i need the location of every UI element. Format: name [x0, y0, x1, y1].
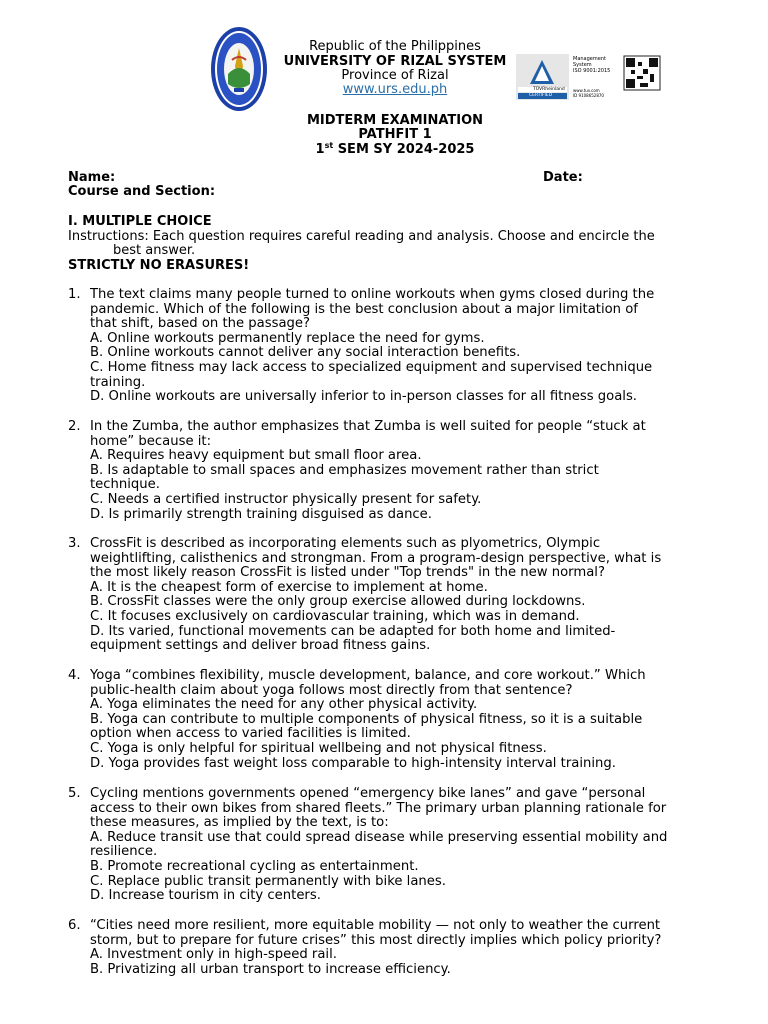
- question-text: “Cities need more resilient, more equitable mobility — not only to weather the current: [90, 918, 661, 933]
- answer-option-d-cont: equipment settings and deliver broad fitness gains.: [90, 638, 431, 654]
- question-2: [68, 420, 748, 522]
- instructions-line1: Instructions: Each question requires careful reading and analysis. Choose and encircle the: [68, 229, 655, 244]
- answer-option-b-cont: option when access to varied facilities is limited.: [90, 726, 411, 742]
- question-number: 2.: [68, 419, 81, 434]
- province-text: Province of Rizal: [341, 68, 449, 83]
- cert-badge-text: CERTIFIED: [529, 93, 553, 98]
- answer-option-c: C. Home fitness may lack access to specialized equipment and supervised technique: [90, 359, 653, 375]
- question-text: home” because it:: [90, 433, 212, 449]
- exam-subject: PATHFIT 1: [358, 127, 432, 142]
- date-field-label: Date:: [543, 170, 583, 185]
- question-text: public-health claim about yoga follows most directly from that sentence?: [90, 682, 573, 698]
- answer-option-b: B. Yoga can contribute to multiple components of physical fitness, so it is a suitable: [90, 711, 643, 727]
- question-text: these measures, as implied by the text, is to:: [90, 815, 389, 831]
- question-number: 6.: [68, 918, 81, 933]
- website-link[interactable]: www.urs.edu.ph: [342, 82, 448, 97]
- question-number: 4.: [68, 668, 81, 683]
- instructions-line2: best answer.: [113, 243, 196, 258]
- answer-option-b: B. Is adaptable to small spaces and emphasizes movement rather than strict: [90, 462, 599, 478]
- answer-option-c: C. Replace public transit permanently with bike lanes.: [90, 873, 446, 889]
- cert-line2: System: [573, 62, 592, 68]
- answer-option-d: D. Increase tourism in city centers.: [90, 888, 321, 904]
- answer-option-b: B. Promote recreational cycling as entertainment.: [90, 858, 419, 874]
- cert-line4: www.tuv.com: [573, 88, 600, 93]
- answer-option-d: D. Yoga provides fast weight loss comparable to high-intensity interval training.: [90, 755, 616, 771]
- question-number: 1.: [68, 287, 81, 302]
- answer-option-b-cont: technique.: [90, 477, 160, 493]
- question-text: In the Zumba, the author emphasizes that Zumba is well suited for people “stuck at: [90, 419, 646, 434]
- question-text: storm, but to prepare for future crises” this most directly implies which policy priority?: [90, 932, 662, 948]
- exam-title: MIDTERM EXAMINATION: [306, 113, 484, 128]
- answer-option-a-cont: resilience.: [90, 844, 158, 860]
- answer-option-d: D. Is primarily strength training disguised as dance.: [90, 506, 432, 522]
- question-number: 3.: [68, 536, 81, 551]
- cert-brand: TÜVRheinland: [533, 87, 565, 92]
- cert-line5: ID 9108652870: [573, 93, 604, 98]
- name-field-label: Name:: [68, 170, 116, 185]
- answer-option-d: D. Its varied, functional movements can be adapted for both home and limited-: [90, 623, 616, 639]
- question-text: CrossFit is described as incorporating elements such as plyometrics, Olympic: [90, 536, 601, 551]
- question-text: access to their own bikes from shared fleets.” The primary urban planning rationale for: [90, 800, 667, 816]
- question-6: [68, 919, 748, 977]
- section-heading: I. MULTIPLE CHOICE: [68, 214, 212, 229]
- answer-option-a: A. Reduce transit use that could spread disease while preserving essential mobility and: [90, 829, 668, 845]
- answer-option-c: C. Needs a certified instructor physically present for safety.: [90, 491, 482, 507]
- exam-semester: 1st SEM SY 2024-2025: [315, 141, 475, 157]
- no-erasures-warning: STRICTLY NO ERASURES!: [68, 258, 250, 273]
- question-text: pandemic. Which of the following is the best conclusion about a major limitation of: [90, 301, 638, 317]
- question-3: [68, 537, 748, 654]
- question-text: Cycling mentions governments opened “emergency bike lanes” and gave “personal: [90, 786, 646, 801]
- answer-option-a: A. Online workouts permanently replace the need for gyms.: [90, 330, 485, 346]
- question-1: [68, 288, 748, 405]
- iso-certification-badge: [516, 54, 663, 100]
- university-name: UNIVERSITY OF RIZAL SYSTEM: [283, 54, 507, 69]
- answer-option-c-cont: training.: [90, 374, 146, 390]
- question-text: The text claims many people turned to online workouts when gyms closed during the: [90, 287, 655, 302]
- answer-option-a: A. Investment only in high-speed rail.: [90, 947, 337, 963]
- question-4: [68, 669, 748, 771]
- cert-line1: Management: [573, 56, 606, 62]
- course-section-label: Course and Section:: [68, 184, 216, 199]
- answer-option-b: B. Privatizing all urban transport to increase efficiency.: [90, 961, 451, 977]
- cert-line3: ISO 9001:2015: [573, 68, 611, 74]
- question-text: that shift, based on the passage?: [90, 316, 311, 332]
- answer-option-d: D. Online workouts are universally inferior to in-person classes for all fitness goals.: [90, 389, 638, 405]
- answer-option-a: A. Requires heavy equipment but small floor area.: [90, 448, 422, 464]
- answer-option-b: B. CrossFit classes were the only group exercise allowed during lockdowns.: [90, 594, 586, 610]
- answer-option-a: A. It is the cheapest form of exercise to implement at home.: [90, 579, 488, 595]
- answer-option-c: C. Yoga is only helpful for spiritual wellbeing and not physical fitness.: [90, 740, 547, 756]
- question-text: Yoga “combines flexibility, muscle development, balance, and core workout.” Which: [90, 668, 646, 683]
- answer-option-b: B. Online workouts cannot deliver any social interaction benefits.: [90, 345, 521, 361]
- question-text: the most likely reason CrossFit is listed under "Top trends" in the new normal?: [90, 565, 605, 581]
- question-number: 5.: [68, 786, 81, 801]
- question-5: [68, 787, 748, 904]
- republic-text: Republic of the Philippines: [309, 39, 481, 54]
- answer-option-c: C. It focuses exclusively on cardiovascular training, which was in demand.: [90, 608, 580, 624]
- question-text: weightlifting, calisthenics and strongman. From a program-design perspective, what is: [90, 550, 662, 566]
- answer-option-a: A. Yoga eliminates the need for any other physical activity.: [90, 697, 478, 713]
